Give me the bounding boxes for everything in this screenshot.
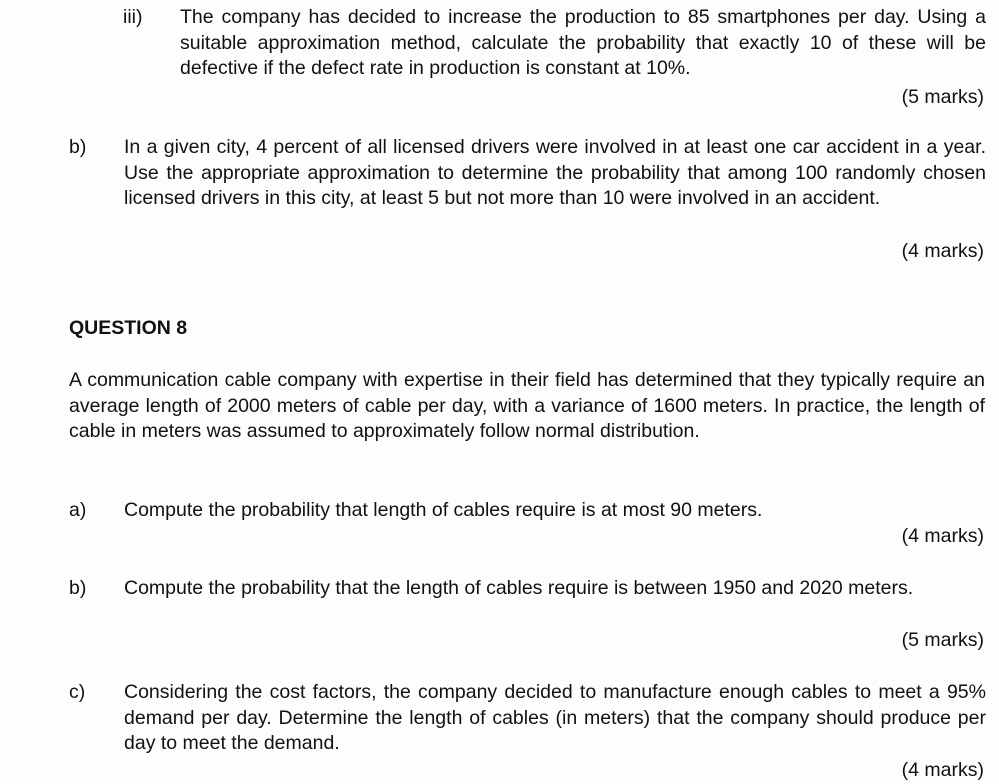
item-text-iii: The company has decided to increase the production to 85 smartphones per day. Using a suitable approximation method, calculate the probability that exactly 10 of these will be defective if the defect rate in production is constant at 10%. [180,6,986,79]
marks-a: (4 marks) [901,525,984,547]
question-intro: A communication cable company with expertise in their field has determined that they typically require an average length of 2000 meters of cable per day, with a variance of 1600 meters. In practice, the length of cable in meters was assumed to approximately follow normal distribution. [69,369,985,442]
item-text-c: Considering the cost factors, the company decided to manufacture enough cables to meet a 95% demand per day. Determine the length of cables (in meters) that the company should produce per day to meet the demand. [124,681,986,754]
item-text-b-prev: In a given city, 4 percent of all licensed drivers were involved in at least one car accident in a year. Use the appropriate approximation to determine the probability that among 100 randomly chosen licensed drivers in this city, at least 5 but not more than 10 were involved in an accident. [124,136,986,209]
marks-c: (4 marks) [901,759,984,781]
item-label-a: a) [69,499,87,521]
item-label-b: b) [69,577,87,599]
marks-b-prev: (4 marks) [901,240,984,262]
item-label-c: c) [69,681,86,703]
item-label-b-prev: b) [69,136,87,158]
item-text-b: Compute the probability that the length of cables require is between 1950 and 2020 meters. [124,577,914,599]
question-heading: QUESTION 8 [69,317,188,339]
item-label-iii: iii) [123,6,143,28]
item-text-a: Compute the probability that length of cables require is at most 90 meters. [124,499,763,521]
marks-b: (5 marks) [901,629,984,651]
marks-iii: (5 marks) [901,86,984,108]
